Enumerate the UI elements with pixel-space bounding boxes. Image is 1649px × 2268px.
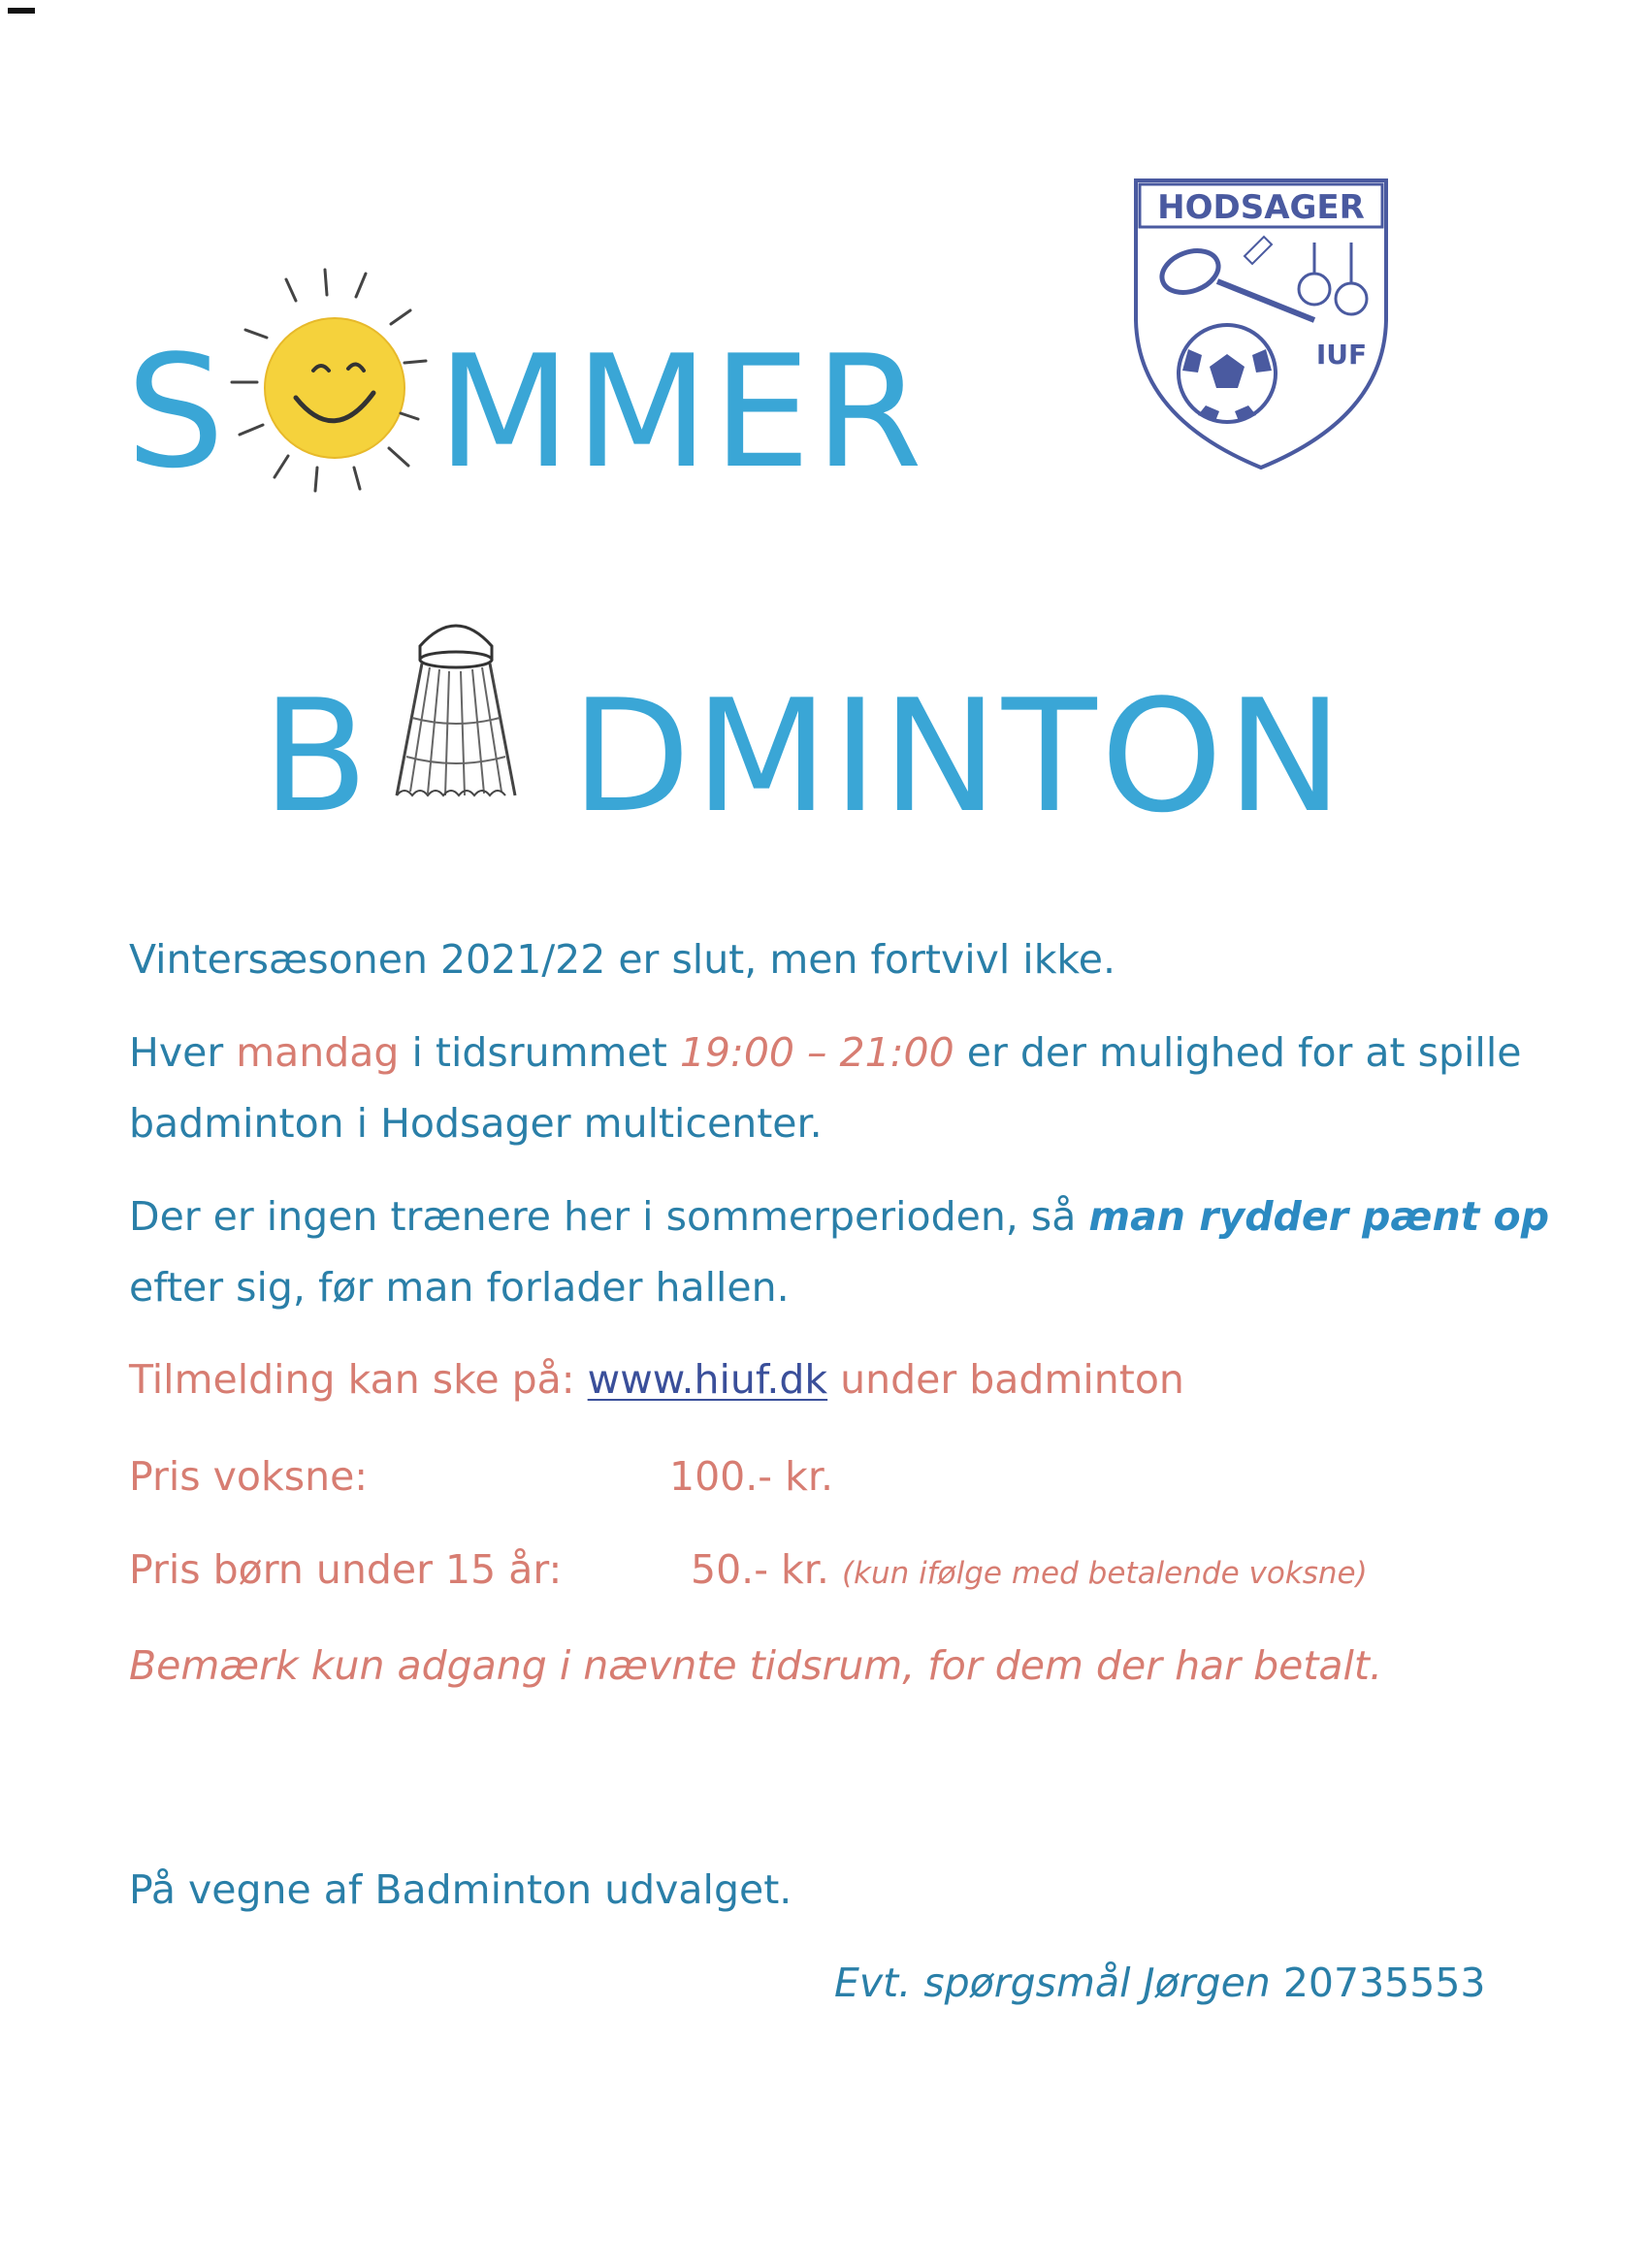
shuttlecock-icon — [393, 611, 519, 805]
title-letter-s: S — [126, 321, 229, 502]
price-child-note: (kun ifølge med betalende voksne) — [841, 1556, 1368, 1591]
season-ended-text: Vintersæsonen 2021/22 er slut, men fortvivl ikke. — [129, 936, 1116, 983]
tidy-up-emphasis: man rydder pænt op — [1088, 1193, 1550, 1240]
signoff-text: På vegne af Badminton udvalget. — [129, 1866, 792, 1913]
schedule-time: 19:00 – 21:00 — [679, 1029, 954, 1076]
schedule-text-b: i tidsrummet — [399, 1029, 680, 1076]
signup-text-b: under badminton — [827, 1356, 1184, 1403]
price-child-label: Pris børn under 15 år: — [129, 1546, 563, 1593]
schedule-day: mandag — [236, 1029, 400, 1076]
price-child-line — [691, 1546, 1368, 1593]
location-text: badminton i Hodsager multicenter. — [129, 1100, 823, 1147]
access-notice: Bemærk kun adgang i nævnte tidsrum, for dem der har betalt. — [129, 1642, 1383, 1689]
logo-club-abbr: IUF — [1315, 339, 1368, 371]
price-adult-label: Pris voksne: — [129, 1453, 369, 1500]
title-letter-b: B — [262, 665, 372, 847]
schedule-line — [129, 1029, 1522, 1076]
contact-label: Evt. spørgsmål Jørgen — [834, 1960, 1271, 2006]
leave-hall-text: efter sig, før man forlader hallen. — [129, 1264, 790, 1311]
contact-phone: 20735553 — [1270, 1960, 1486, 2006]
signup-line — [129, 1356, 1184, 1403]
schedule-text-c: er der mulighed for at spille — [954, 1029, 1522, 1076]
no-coaches-text: Der er ingen trænere her i sommerperioden, så — [129, 1193, 1089, 1240]
signup-link[interactable]: www.hiuf.dk — [587, 1356, 828, 1403]
price-adult-value: 100.- kr. — [669, 1453, 833, 1500]
title-letters-mmer: MMER — [436, 321, 926, 502]
contact-line — [834, 1960, 1486, 2006]
club-logo — [1130, 175, 1392, 470]
scan-corner-mark — [8, 8, 35, 14]
schedule-text-a: Hver — [129, 1029, 237, 1076]
sun-icon — [218, 262, 451, 495]
signup-text-a: Tilmelding kan ske på: — [129, 1356, 588, 1403]
title-letters-dminton: DMINTON — [570, 665, 1347, 847]
logo-club-name: HODSAGER — [1157, 188, 1365, 227]
price-child-value: 50.- kr. — [691, 1546, 829, 1593]
no-coaches-line — [129, 1193, 1550, 1240]
